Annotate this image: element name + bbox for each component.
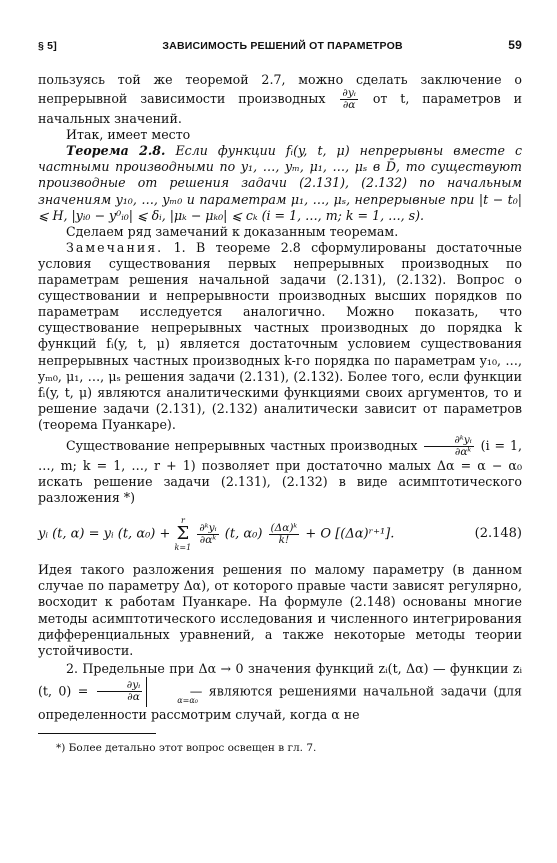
formula-factorial-fraction bbox=[269, 523, 300, 546]
fraction-numerator: ∂ᵏyᵢ bbox=[199, 521, 217, 534]
fraction-denominator: ∂α bbox=[127, 691, 140, 704]
paragraph-remark-2 bbox=[38, 661, 522, 723]
formula-2-148 bbox=[38, 516, 522, 552]
sum-symbol bbox=[175, 516, 192, 552]
formula-remainder: + O [(Δα)ʳ⁺¹]. bbox=[305, 526, 395, 542]
partial-derivative-fraction bbox=[340, 88, 357, 111]
higher-derivative-fraction bbox=[424, 435, 473, 458]
fraction-denominator: k! bbox=[278, 533, 290, 546]
footnote-separator bbox=[38, 733, 156, 734]
page bbox=[38, 38, 522, 755]
formula-body bbox=[38, 516, 394, 552]
remarks-label: Замечания. bbox=[66, 239, 164, 255]
theorem-2-8 bbox=[38, 143, 522, 223]
fraction-denominator: ∂αᵏ bbox=[199, 533, 217, 546]
formula-lhs: yᵢ (t, α) = yᵢ (t, α₀) + bbox=[38, 526, 171, 542]
fraction-denominator: ∂αᵏ bbox=[454, 445, 472, 458]
paragraph-existence bbox=[38, 435, 522, 506]
equation-number: (2.148) bbox=[474, 526, 522, 542]
evaluation-bar bbox=[146, 677, 198, 707]
p6-text-after: — являются решениями начальной задачи (для определенности рассмотрим случай, когда α не bbox=[38, 683, 522, 722]
p1-text-after: от t, параметров и начальных значений. bbox=[38, 91, 522, 127]
formula-derivative-fraction bbox=[197, 523, 218, 546]
running-header bbox=[38, 38, 522, 52]
sigma-glyph: Σ bbox=[176, 523, 190, 545]
fraction-numerator: ∂yᵢ bbox=[97, 680, 142, 692]
fraction-numerator: ∂ᵏyᵢ bbox=[424, 435, 473, 447]
page-number: 59 bbox=[508, 38, 522, 52]
paragraph-poincare-idea: Идея такого разложения решения по малому параметру (в данном случае по параметру Δα), от которого правые части зависят регулярно, восходит к работам Пуанкаре. На формуле (2.148) основаны многие методы асимптотического исследования и численного интегрирования дифференциальных уравнений, а также некоторые методы теории устойчивости. bbox=[38, 562, 522, 658]
p4-text-after: (i = 1, …, m; k = 1, …, r + 1) позволяет при достаточно малых Δα = α − α₀ искать решение задачи (2.131), (2.132) в виде асимптотического разложения *) bbox=[38, 437, 522, 506]
theorem-label: Теорема 2.8. bbox=[66, 143, 166, 159]
derivative-fraction bbox=[97, 680, 142, 703]
paragraph-continuation bbox=[38, 72, 522, 127]
paragraph-remark-1 bbox=[38, 240, 522, 433]
paragraph-intro: Итак, имеет место bbox=[66, 127, 191, 143]
p4-text-before: Существование непрерывных частных производных bbox=[66, 437, 418, 453]
sum-lower-limit: k=1 bbox=[174, 543, 192, 553]
formula-argument: (t, α₀) bbox=[224, 526, 263, 542]
fraction-numerator: ∂yᵢ bbox=[342, 87, 356, 100]
p6-text-before: 2. Предельные при Δα → 0 значения функций zᵢ(t, Δα) — функции zᵢ (t, 0) = bbox=[38, 660, 522, 699]
p1-text-before: пользуясь той же теоремой 2.7, можно сделать заключение о непрерывной зависимости производных bbox=[38, 72, 522, 107]
paragraph-remarks-intro: Сделаем ряд замечаний к доказанным теоремам. bbox=[66, 223, 399, 239]
fraction-numerator: (Δα)ᵏ bbox=[270, 521, 298, 534]
header-section: § 5] bbox=[38, 40, 57, 52]
fraction-denominator: ∂α bbox=[342, 99, 356, 112]
theorem-text: Если функции fᵢ(y, t, μ) непрерывны вместе с частными производными по y₁, …, yₘ, μ₁, …, μₛ в D̄, то существуют производные от решения задачи (2.131), (2.132) по начальным значениям y₁₀, …, yₘ₀ и параметрам μ₁, …, μₛ, непрерывные при |t − t₀| ⩽ H, |yᵢ₀ − y⁰ᵢ₀| ⩽ δᵢ, |μₖ − μₖ₀| ⩽ cₖ (i = 1, …, m; k = 1, …, s). bbox=[38, 143, 522, 223]
remark-1-text: 1. В теореме 2.8 сформулированы достаточные условия существования первых непрерывных производных по параметрам решения начальной задачи (2.131), (2.132). Вопрос о существовании и непрерывности производных высших порядков по параметрам исследуется аналогично. Можно показать, что существование непрерывных частных производных до порядка k функций fᵢ(y, t, μ) является достаточным условием существования непрерывных частных производных k-го порядка по параметрам y₁₀, …, yₘ₀, μ₁, …, μₛ решения задачи (2.131), (2.132). Более того, если функции fᵢ(y, t, μ) являются аналитическими функциями своих аргументов, то и решение задачи (2.131), (2.132) аналитически зависит от параметров (теорема Пуанкаре). bbox=[38, 239, 522, 432]
header-title: ЗАВИСИМОСТЬ РЕШЕНИЙ ОТ ПАРАМЕТРОВ bbox=[162, 40, 403, 52]
footnote: *) Более детально этот вопрос освещен в гл. 7. bbox=[56, 742, 317, 754]
main-text bbox=[38, 72, 522, 723]
sum-upper-limit: r bbox=[180, 516, 185, 526]
evaluation-subscript: α=α₀ bbox=[177, 695, 198, 705]
